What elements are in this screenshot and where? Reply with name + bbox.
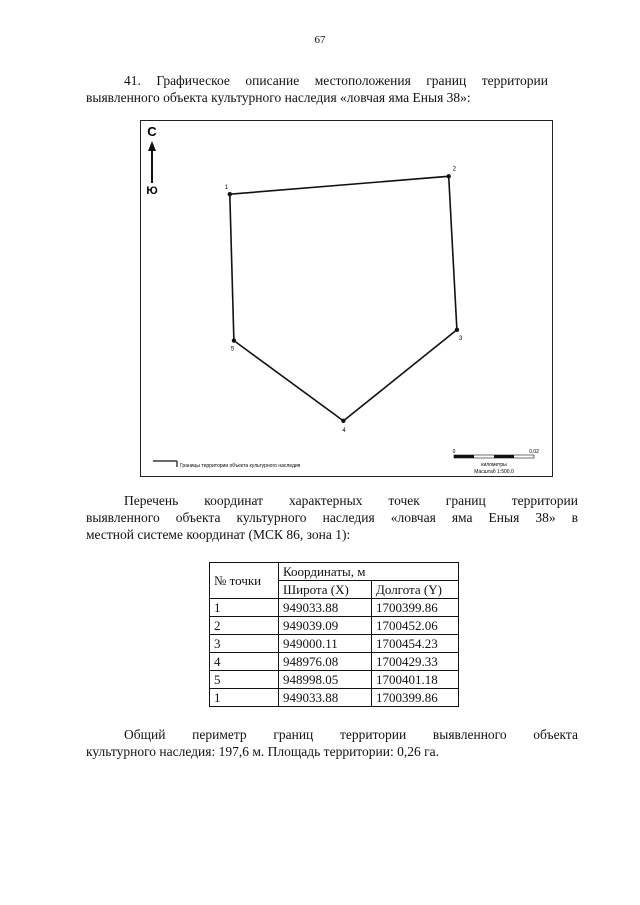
header-point: № точки xyxy=(210,563,279,599)
scale-bar xyxy=(453,449,539,475)
vertex-label: 3 xyxy=(458,335,463,342)
table-row xyxy=(210,689,459,707)
scale-ratio-label: Масштаб 1:500.0 xyxy=(474,469,514,475)
vertex-label: 1 xyxy=(224,185,229,192)
map-canvas xyxy=(141,121,554,478)
page-number: 67 xyxy=(314,34,326,46)
cell-longitude: 1700399.86 xyxy=(372,599,459,617)
cell-longitude: 1700399.86 xyxy=(372,689,459,707)
cell-latitude: 949033.88 xyxy=(279,689,372,707)
arrow-head-icon xyxy=(148,141,156,151)
cell-latitude: 948998.05 xyxy=(279,671,372,689)
vertex-label: 2 xyxy=(452,166,457,173)
summary-line-1: Общий периметр границ территории выявленного объекта xyxy=(124,727,578,742)
cell-longitude: 1700452.06 xyxy=(372,617,459,635)
section-heading xyxy=(86,72,548,106)
vertex-label: 5 xyxy=(230,346,235,353)
scale-unit-label: километры xyxy=(481,462,507,468)
legend-label: Границы территории объекта культурного наследия xyxy=(180,463,301,469)
table-header-row xyxy=(210,563,459,581)
coordinates-intro xyxy=(86,492,578,543)
table-row xyxy=(210,599,459,617)
table-row xyxy=(210,671,459,689)
intro-line-2: выявленного объекта культурного наследия «ловчая яма Еныя 38» в xyxy=(86,510,578,525)
table-row xyxy=(210,635,459,653)
intro-line-1: Перечень координат характерных точек границ территории xyxy=(124,493,578,508)
header-longitude: Долгота (Y) xyxy=(372,581,459,599)
boundary-map xyxy=(140,120,553,477)
cell-latitude: 949033.88 xyxy=(279,599,372,617)
cell-latitude: 948976.08 xyxy=(279,653,372,671)
cell-point: 2 xyxy=(210,617,279,635)
boundary-vertex xyxy=(341,419,345,423)
boundary-vertex xyxy=(228,192,232,196)
cell-latitude: 949039.09 xyxy=(279,617,372,635)
south-label: Ю xyxy=(146,185,158,197)
boundary-vertex xyxy=(455,328,459,332)
scale-end-label: 0.02 xyxy=(529,449,539,455)
cell-point: 1 xyxy=(210,599,279,617)
scale-start-label: 0 xyxy=(452,449,456,455)
intro-line-3: местной системе координат (МСК 86, зона 1): xyxy=(86,527,351,542)
boundary-points xyxy=(225,166,463,434)
cell-point: 3 xyxy=(210,635,279,653)
cell-latitude: 949000.11 xyxy=(279,635,372,653)
header-coordinates: Координаты, м xyxy=(279,563,459,581)
territory-boundary xyxy=(230,176,457,421)
cell-longitude: 1700454.23 xyxy=(372,635,459,653)
heading-line-1: 41. Графическое описание местоположения границ территории xyxy=(124,73,548,88)
north-arrow xyxy=(146,124,157,197)
cell-point: 5 xyxy=(210,671,279,689)
boundary-vertex xyxy=(232,338,236,342)
north-label: С xyxy=(147,124,157,139)
cell-longitude: 1700401.18 xyxy=(372,671,459,689)
summary xyxy=(86,726,578,760)
cell-point: 4 xyxy=(210,653,279,671)
table-row xyxy=(210,617,459,635)
map-legend xyxy=(153,461,301,469)
summary-line-2: культурного наследия: 197,6 м. Площадь территории: 0,26 га. xyxy=(86,744,439,759)
cell-point: 1 xyxy=(210,689,279,707)
header-latitude: Широта (X) xyxy=(279,581,372,599)
vertex-label: 4 xyxy=(342,427,346,434)
cell-longitude: 1700429.33 xyxy=(372,653,459,671)
heading-line-2: выявленного объекта культурного наследия «ловчая яма Еныя 38»: xyxy=(86,90,471,105)
coordinates-table xyxy=(209,562,459,707)
table-row xyxy=(210,653,459,671)
boundary-vertex xyxy=(446,174,450,178)
